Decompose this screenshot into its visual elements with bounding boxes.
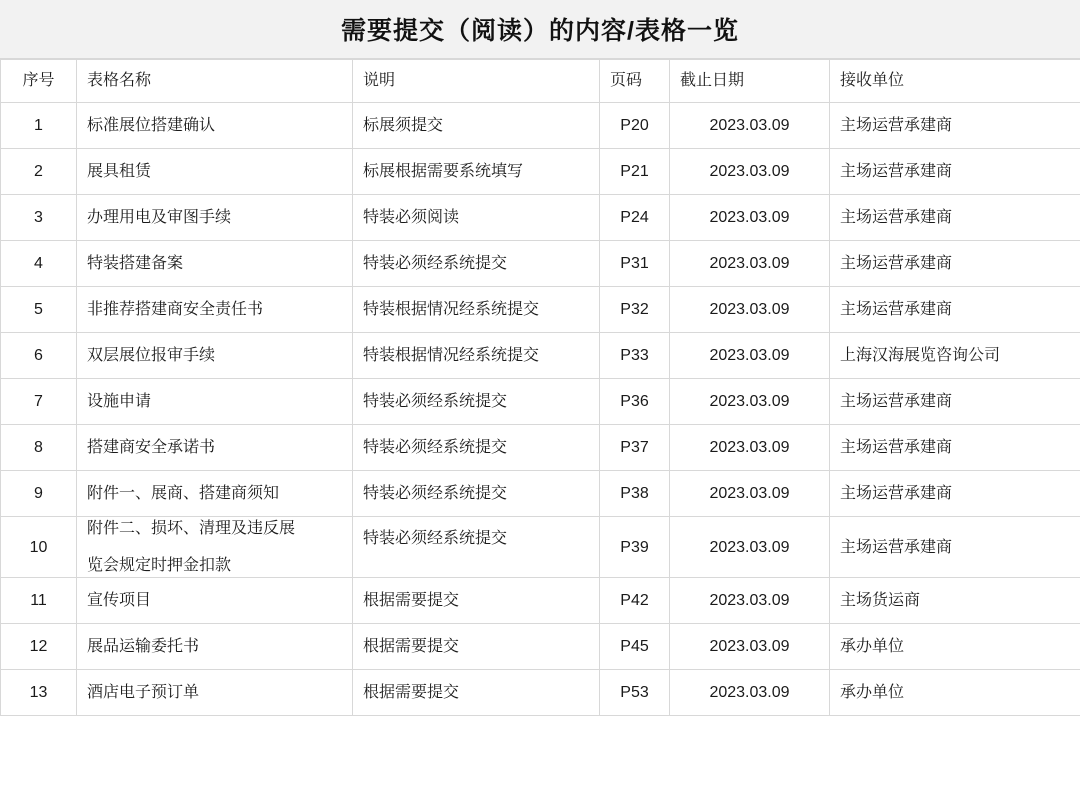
cell-receiver: 主场运营承建商 bbox=[830, 241, 1080, 287]
column-header-description: 说明 bbox=[353, 60, 600, 103]
table-row bbox=[1, 471, 1080, 517]
table-row bbox=[1, 624, 1080, 670]
cell-description: 根据需要提交 bbox=[353, 578, 600, 624]
column-header-form-name: 表格名称 bbox=[77, 60, 353, 103]
column-header-index: 序号 bbox=[1, 60, 77, 103]
cell-form-name: 双层展位报审手续 bbox=[77, 333, 353, 379]
cell-description: 根据需要提交 bbox=[353, 624, 600, 670]
cell-form-name: 酒店电子预订单 bbox=[77, 670, 353, 716]
cell-page: P32 bbox=[600, 287, 670, 333]
cell-description: 特装必须经系统提交 bbox=[353, 379, 600, 425]
cell-form-name-line2: 览会规定时押金扣款 bbox=[87, 557, 232, 575]
cell-page: P21 bbox=[600, 149, 670, 195]
table-body bbox=[1, 103, 1080, 716]
cell-form-name: 展具租赁 bbox=[77, 149, 353, 195]
cell-receiver: 主场运营承建商 bbox=[830, 379, 1080, 425]
table-row bbox=[1, 333, 1080, 379]
table-row bbox=[1, 103, 1080, 149]
cell-index: 1 bbox=[1, 103, 77, 149]
table-header-row bbox=[1, 60, 1080, 103]
cell-deadline: 2023.03.09 bbox=[670, 103, 830, 149]
cell-deadline: 2023.03.09 bbox=[670, 241, 830, 287]
cell-deadline: 2023.03.09 bbox=[670, 471, 830, 517]
cell-receiver: 承办单位 bbox=[830, 624, 1080, 670]
cell-form-name: 附件一、展商、搭建商须知 bbox=[77, 471, 353, 517]
table-row bbox=[1, 670, 1080, 716]
cell-index: 3 bbox=[1, 195, 77, 241]
cell-deadline: 2023.03.09 bbox=[670, 578, 830, 624]
cell-receiver: 主场运营承建商 bbox=[830, 471, 1080, 517]
cell-index: 11 bbox=[1, 578, 77, 624]
cell-form-name bbox=[77, 517, 353, 578]
table-row bbox=[1, 517, 1080, 578]
cell-description: 特装必须阅读 bbox=[353, 195, 600, 241]
cell-index: 6 bbox=[1, 333, 77, 379]
cell-form-name: 设施申请 bbox=[77, 379, 353, 425]
cell-description: 特装根据情况经系统提交 bbox=[353, 287, 600, 333]
cell-page: P53 bbox=[600, 670, 670, 716]
table-row bbox=[1, 425, 1080, 471]
cell-receiver: 主场运营承建商 bbox=[830, 149, 1080, 195]
cell-page: P20 bbox=[600, 103, 670, 149]
column-header-page: 页码 bbox=[600, 60, 670, 103]
column-header-deadline: 截止日期 bbox=[670, 60, 830, 103]
document-title-bar bbox=[0, 0, 1080, 59]
cell-description: 特装必须经系统提交 bbox=[353, 471, 600, 517]
cell-page: P42 bbox=[600, 578, 670, 624]
cell-deadline: 2023.03.09 bbox=[670, 195, 830, 241]
cell-form-name: 宣传项目 bbox=[77, 578, 353, 624]
cell-description: 特装根据情况经系统提交 bbox=[353, 333, 600, 379]
cell-description: 标展须提交 bbox=[353, 103, 600, 149]
table-row bbox=[1, 241, 1080, 287]
cell-receiver: 主场运营承建商 bbox=[830, 195, 1080, 241]
cell-form-name: 搭建商安全承诺书 bbox=[77, 425, 353, 471]
cell-index: 12 bbox=[1, 624, 77, 670]
cell-description: 特装必须经系统提交 bbox=[353, 517, 600, 578]
cell-deadline: 2023.03.09 bbox=[670, 379, 830, 425]
cell-page: P45 bbox=[600, 624, 670, 670]
cell-deadline: 2023.03.09 bbox=[670, 517, 830, 578]
cell-page: P39 bbox=[600, 517, 670, 578]
cell-form-name: 特装搭建备案 bbox=[77, 241, 353, 287]
cell-receiver: 主场运营承建商 bbox=[830, 425, 1080, 471]
cell-index: 10 bbox=[1, 517, 77, 578]
cell-description: 根据需要提交 bbox=[353, 670, 600, 716]
page-title: 需要提交（阅读）的内容/表格一览 bbox=[341, 17, 739, 45]
cell-page: P38 bbox=[600, 471, 670, 517]
table-row bbox=[1, 195, 1080, 241]
cell-page: P33 bbox=[600, 333, 670, 379]
submission-forms-table bbox=[0, 59, 1080, 716]
table-row bbox=[1, 149, 1080, 195]
table-header bbox=[1, 60, 1080, 103]
cell-index: 13 bbox=[1, 670, 77, 716]
cell-index: 8 bbox=[1, 425, 77, 471]
cell-description: 特装必须经系统提交 bbox=[353, 241, 600, 287]
cell-form-name: 非推荐搭建商安全责任书 bbox=[77, 287, 353, 333]
cell-receiver: 上海汉海展览咨询公司 bbox=[830, 333, 1080, 379]
table-row bbox=[1, 578, 1080, 624]
cell-index: 9 bbox=[1, 471, 77, 517]
cell-receiver: 主场运营承建商 bbox=[830, 287, 1080, 333]
cell-form-name-line1: 附件二、损坏、清理及违反展 bbox=[87, 520, 296, 537]
cell-deadline: 2023.03.09 bbox=[670, 670, 830, 716]
cell-form-name: 办理用电及审图手续 bbox=[77, 195, 353, 241]
cell-index: 5 bbox=[1, 287, 77, 333]
cell-index: 4 bbox=[1, 241, 77, 287]
cell-receiver: 主场货运商 bbox=[830, 578, 1080, 624]
cell-description: 特装必须经系统提交 bbox=[353, 425, 600, 471]
cell-index: 7 bbox=[1, 379, 77, 425]
cell-deadline: 2023.03.09 bbox=[670, 287, 830, 333]
cell-deadline: 2023.03.09 bbox=[670, 624, 830, 670]
cell-page: P37 bbox=[600, 425, 670, 471]
cell-form-name: 标准展位搭建确认 bbox=[77, 103, 353, 149]
table-row bbox=[1, 287, 1080, 333]
cell-page: P31 bbox=[600, 241, 670, 287]
cell-deadline: 2023.03.09 bbox=[670, 333, 830, 379]
cell-receiver: 承办单位 bbox=[830, 670, 1080, 716]
cell-page: P36 bbox=[600, 379, 670, 425]
cell-form-name: 展品运输委托书 bbox=[77, 624, 353, 670]
cell-deadline: 2023.03.09 bbox=[670, 425, 830, 471]
cell-deadline: 2023.03.09 bbox=[670, 149, 830, 195]
cell-receiver: 主场运营承建商 bbox=[830, 517, 1080, 578]
cell-description: 标展根据需要系统填写 bbox=[353, 149, 600, 195]
cell-receiver: 主场运营承建商 bbox=[830, 103, 1080, 149]
table-row bbox=[1, 379, 1080, 425]
cell-index: 2 bbox=[1, 149, 77, 195]
column-header-receiver: 接收单位 bbox=[830, 60, 1080, 103]
cell-page: P24 bbox=[600, 195, 670, 241]
